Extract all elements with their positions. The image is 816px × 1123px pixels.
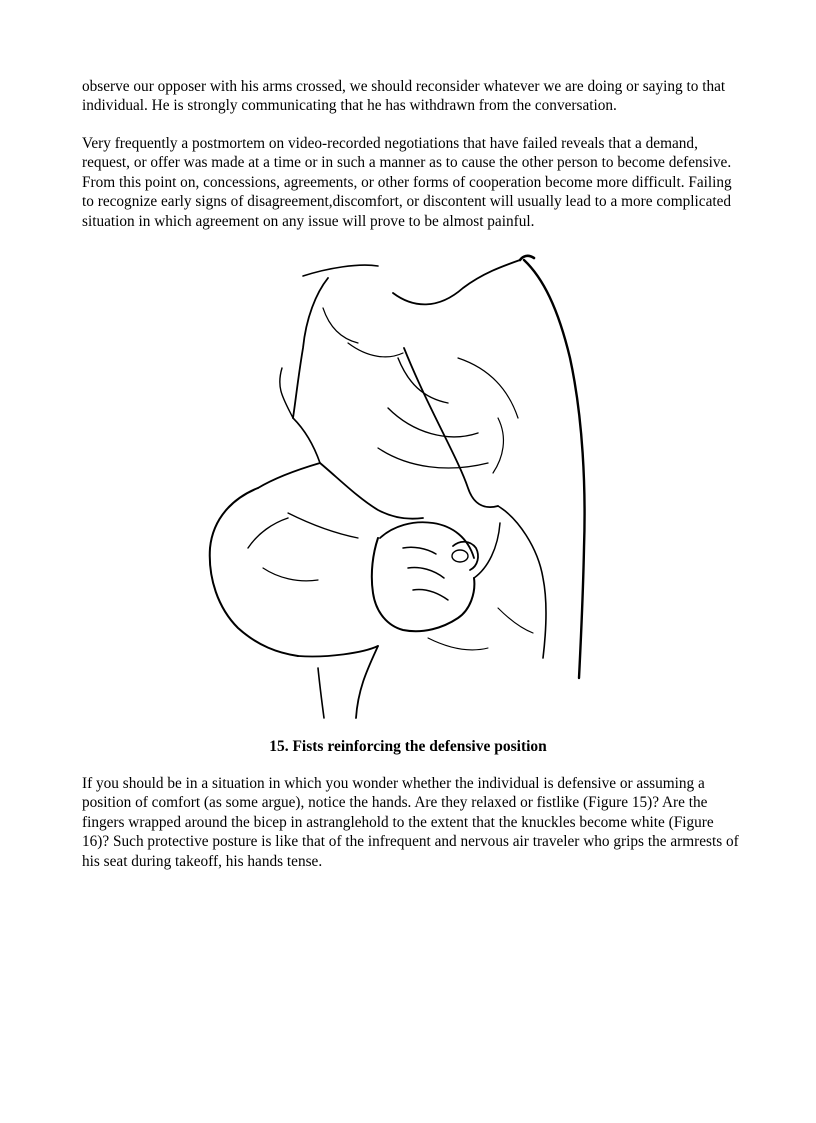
- paragraph-2: Very frequently a postmortem on video-recorded negotiations that have failed reveals that a demand, request, or offer was made at a time or in such a manner as to cause the other person to become defensive. From this point on, concessions, agreements, or other forms of cooperation become more difficult. Failing to recognize early signs of disagreement,discomfort, or discontent will usually lead to a more complicated situation in which agreement on any issue will prove to be almost painful.: [82, 135, 732, 230]
- crossed-arms-fists-illustration: [198, 248, 598, 723]
- paragraph-1: observe our opposer with his arms crossed, we should reconsider whatever we are doing or saying to that individual. He is strongly communicating that he has withdrawn from the conversation.: [82, 78, 726, 115]
- paragraph-3: If you should be in a situation in which you wonder whether the individual is defensive or assuming a position of comfort (as some argue), notice the hands. Are they relaxed or fistlike (Figure 15)? Are the fingers wrapped around the bicep in astranglehold to the extent that the knuckles become white (Figure 16)? Such protective posture is like that of the infrequent and nervous air traveler who grips the armrests of his seat during takeoff, his hands tense.: [82, 775, 739, 870]
- figure-caption: 15. Fists reinforcing the defensive position: [269, 738, 547, 755]
